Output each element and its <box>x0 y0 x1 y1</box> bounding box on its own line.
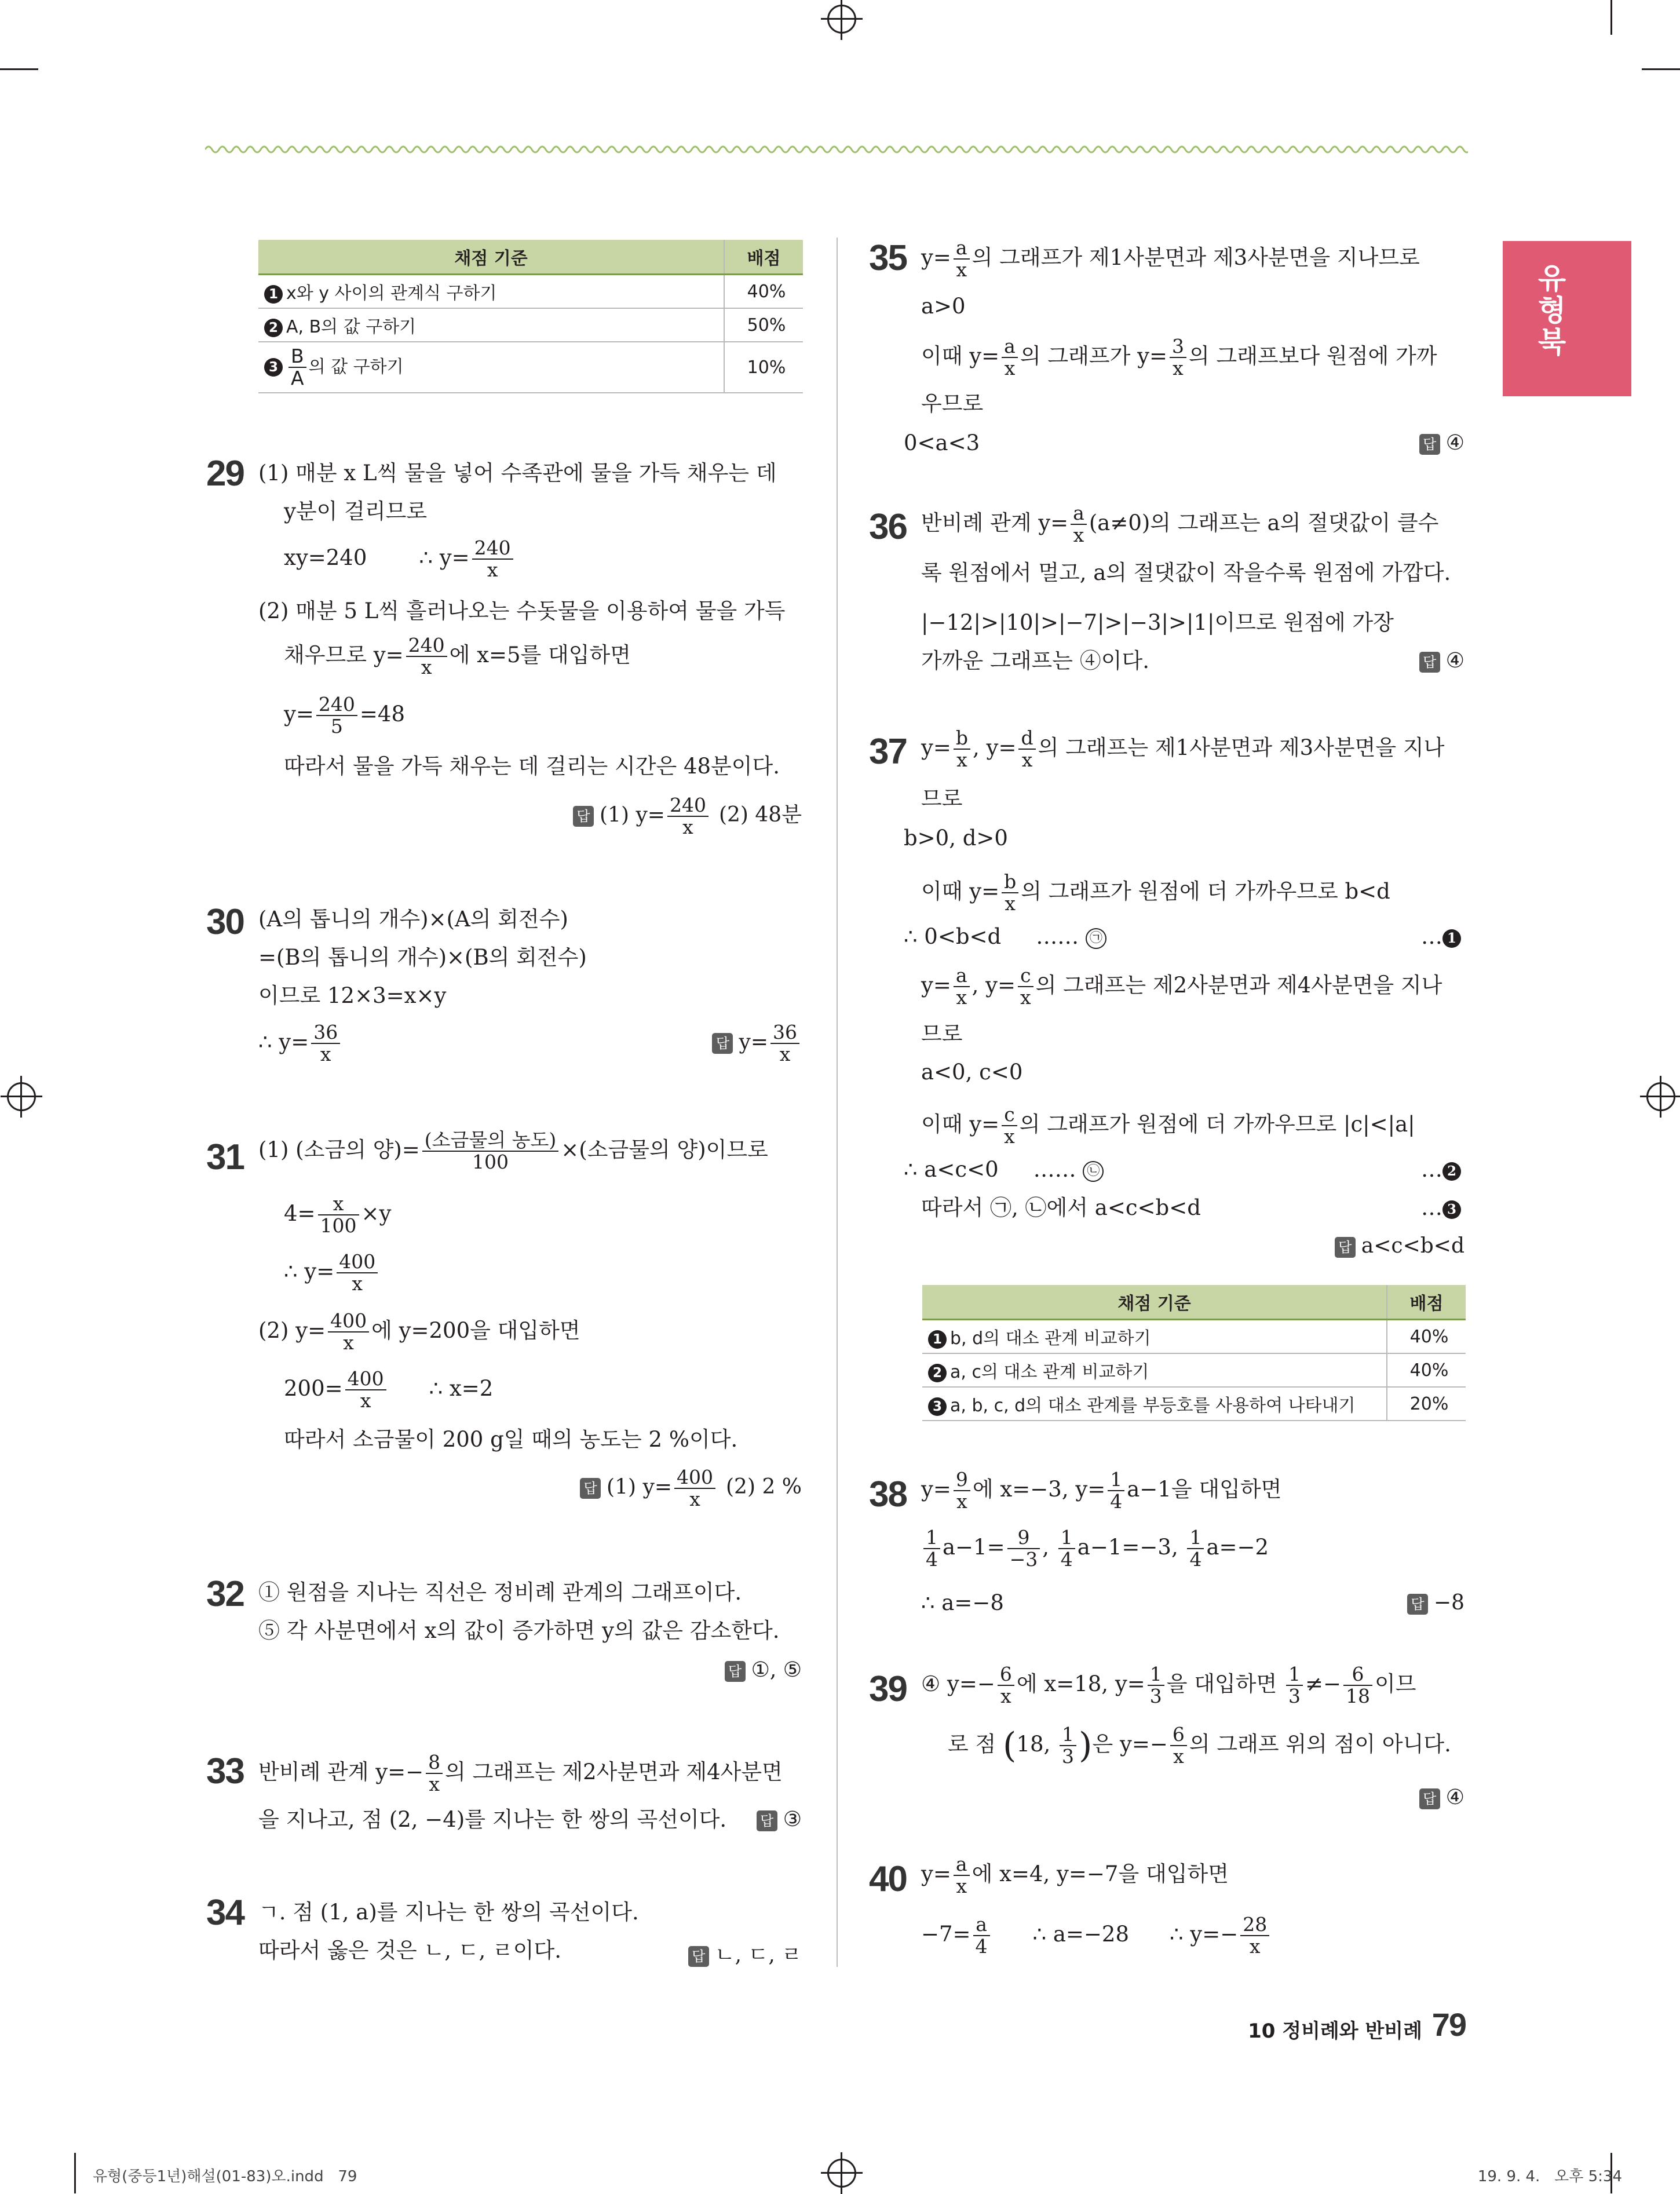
p37-line: 이때 y= $\frac{b}{x}$ 의 그래프가 원점에 더 가까우므로 b<d <box>921 870 1390 915</box>
step-marker: … 1 <box>1421 925 1464 950</box>
problem-number: 39 <box>869 1669 907 1709</box>
p37-line: ∴ a<c<0 …… ㉡ <box>904 1158 1104 1182</box>
p34-line: ㄱ. 점 (1, a)를 지나는 한 쌍의 곡선이다. <box>258 1900 639 1925</box>
table-header: 배점 <box>1387 1285 1466 1320</box>
answer: 답 ④ <box>1419 431 1464 455</box>
problem-number: 30 <box>206 902 244 942</box>
column-divider <box>837 238 838 1967</box>
problem-number: 38 <box>869 1474 907 1514</box>
scoring-table-28 <box>258 240 803 393</box>
p30-line: =(B의 톱니의 개수)×(B의 회전수) <box>258 945 587 970</box>
p31-line: (2) y= $\frac{400}{x}$ 에 y=200을 대입하면 <box>258 1309 580 1355</box>
table-row: 3 a, b, c, d의 대소 관계를 부등호를 사용하여 나타내기 20% <box>922 1387 1466 1421</box>
problem-number: 29 <box>206 454 244 494</box>
problem-number: 33 <box>206 1751 244 1791</box>
registration-mark-icon <box>7 1082 36 1111</box>
answer: 답 (1) y= $\frac{400}{x}$ (2) 2 % <box>580 1467 802 1510</box>
problem-number: 36 <box>869 507 907 547</box>
table-header: 채점 기준 <box>258 240 724 275</box>
p40-line: y= $\frac{a}{x}$ 에 x=4, y=−7을 대입하면 <box>921 1853 1229 1898</box>
answer: 답 −8 <box>1407 1591 1464 1615</box>
p29-line: y분이 걸리므로 <box>284 499 428 524</box>
p29-line: xy=240 ∴ y= $\frac{240}{x}$ <box>284 538 516 581</box>
p33-line: 반비례 관계 y=− $\frac{8}{x}$ 의 그래프는 제2사분면과 제4사분면 <box>258 1751 783 1796</box>
problem-number: 31 <box>206 1137 244 1177</box>
registration-mark-icon <box>827 2159 856 2188</box>
crop-mark <box>1642 68 1680 70</box>
answer: 답 ①, ⑤ <box>725 1658 802 1682</box>
wave-divider <box>205 143 1468 156</box>
answer: 답 ④ <box>1419 649 1464 673</box>
crop-mark <box>0 68 38 70</box>
p37-line: 이때 y= $\frac{c}{x}$ 의 그래프가 원점에 더 가까우므로 |c|<|a| <box>921 1103 1415 1148</box>
answer: 답 ④ <box>1419 1786 1464 1809</box>
p32-line: ① 원점을 지나는 직선은 정비례 관계의 그래프이다. <box>258 1580 742 1605</box>
problem-number: 37 <box>869 732 907 772</box>
p39-line: 로 점 (18, $\frac{1}{3}$ )은 y=− $\frac{6}{x}$ 의 그래프 위의 점이 아니다. <box>948 1723 1451 1768</box>
crop-mark <box>74 2153 76 2193</box>
p31-line: ∴ y= $\frac{400}{x}$ <box>284 1251 380 1295</box>
p29-line: 채우므로 y= $\frac{240}{x}$ 에 x=5를 대입하면 <box>284 634 631 679</box>
step-marker: … 2 <box>1421 1158 1464 1182</box>
p31-line: 200= $\frac{400}{x}$ ∴ x=2 <box>284 1367 494 1412</box>
p37-line: a<0, c<0 <box>921 1060 1023 1085</box>
answer: 답 a<c<b<d <box>1335 1234 1464 1258</box>
p29-line: y= $\frac{240}{5}$ =48 <box>284 693 405 738</box>
p31-line: 따라서 소금물이 200 g일 때의 농도는 2 %이다. <box>284 1427 738 1452</box>
p31-line: (1) (소금의 양)= $\frac{\text{(소금물의 농도)}}{100}$ ×(소금물의 양)이므로 <box>258 1129 768 1174</box>
p36-line: 반비례 관계 y= $\frac{a}{x}$ (a≠0)의 그래프는 a의 절댓값이 클수 <box>921 502 1439 547</box>
p29-line: 따라서 물을 가득 채우는 데 걸리는 시간은 48분이다. <box>284 754 780 779</box>
p38-line: ∴ a=−8 <box>921 1590 1004 1615</box>
scoring-table-37 <box>922 1285 1466 1421</box>
p35-line: y= $\frac{a}{x}$ 의 그래프가 제1사분면과 제3사분면을 지나므로 <box>921 236 1420 282</box>
p37-line: y= $\frac{a}{x}$ , y= $\frac{c}{x}$ 의 그래프는 제2사분면과 제4사분면을 지나 <box>921 964 1442 1009</box>
p34-line: 따라서 옳은 것은 ㄴ, ㄷ, ㄹ이다. <box>258 1938 561 1963</box>
side-tab <box>1503 241 1631 396</box>
answer: 답 (1) y= $\frac{240}{x}$ (2) 48분 <box>573 795 802 838</box>
p36-line: 가까운 그래프는 ④이다. <box>921 648 1149 673</box>
timestamp: 19. 9. 4. 오후 5:34 <box>1477 2168 1622 2185</box>
p36-line: |−12|>|10|>|−7|>|−3|>|1|이므로 원점에 가장 <box>921 610 1394 635</box>
problem-number: 32 <box>206 1574 244 1614</box>
p31-line: 4= $\frac{x}{100}$ ×y <box>284 1192 392 1237</box>
problem-number: 34 <box>206 1893 244 1933</box>
p30-line: (A의 톱니의 개수)×(A의 회전수) <box>258 907 568 932</box>
p29-line: (2) 매분 5 L씩 흘러나오는 수돗물을 이용하여 물을 가득 <box>258 598 786 623</box>
p35-line: 우므로 <box>921 391 984 416</box>
registration-mark-icon <box>827 5 856 34</box>
answer: 답 y= $\frac{36}{x}$ <box>712 1022 802 1065</box>
problem-number: 40 <box>869 1859 907 1899</box>
table-row: 1 b, d의 대소 관계 비교하기 40% <box>922 1320 1466 1354</box>
table-header: 채점 기준 <box>922 1285 1387 1320</box>
side-tab-label: 유형북 <box>1537 262 1566 359</box>
table-header: 배점 <box>724 240 803 275</box>
p30-line: 이므로 12×3=x×y <box>258 983 447 1008</box>
p37-line: b>0, d>0 <box>904 826 1008 850</box>
table-row: 1 x와 y 사이의 관계식 구하기 40% <box>258 275 803 309</box>
p35-line: 이때 y= $\frac{a}{x}$ 의 그래프가 y= $\frac{3}{x}$ 의 그래프보다 원점에 가까 <box>921 335 1437 380</box>
table-row: 2 A, B의 값 구하기 50% <box>258 308 803 342</box>
p36-line: 록 원점에서 멀고, a의 절댓값이 작을수록 원점에 가깝다. <box>921 560 1451 585</box>
p40-line: −7= $\frac{a}{4}$ ∴ a=−28 ∴ y=− $\frac{28}{x}$ <box>921 1914 1272 1958</box>
p38-line: y= $\frac{9}{x}$ 에 x=−3, y= $\frac{1}{4}$ a−1을 대입하면 <box>921 1468 1282 1513</box>
p37-line: ∴ 0<b<d …… ㉠ <box>904 925 1106 950</box>
p33-line: 을 지나고, 점 (2, −4)를 지나는 한 쌍의 곡선이다. <box>258 1807 727 1832</box>
p32-line: ⑤ 각 사분면에서 x의 값이 증가하면 y의 값은 감소한다. <box>258 1618 780 1643</box>
p35-line: 0<a<3 <box>904 430 980 455</box>
p30-line: ∴ y= $\frac{36}{x}$ <box>258 1022 342 1065</box>
p37-line: 따라서 ㉠, ㉡에서 a<c<b<d <box>921 1195 1201 1220</box>
table-row: 2 a, c의 대소 관계 비교하기 40% <box>922 1353 1466 1387</box>
p39-line: ④ y=− $\frac{6}{x}$ 에 x=18, y= $\frac{1}{3}$ 을 대입하면 $\frac{1}{3}$ ≠− $\frac{6}{18}$ 이므 <box>921 1663 1416 1708</box>
answer: 답 ③ <box>757 1808 802 1831</box>
p37-line: y= $\frac{b}{x}$ , y= $\frac{d}{x}$ 의 그래프는 제1사분면과 제3사분면을 지나 <box>921 727 1445 772</box>
problem-number: 35 <box>869 238 907 278</box>
step-marker: … 3 <box>1421 1196 1464 1221</box>
chapter-title: 10 정비례와 반비례 <box>1248 2020 1422 2043</box>
p35-line: a>0 <box>921 294 966 319</box>
page-number: 79 <box>1431 2006 1466 2043</box>
p29-line: (1) 매분 x L씩 물을 넣어 수족관에 물을 가득 채우는 데 <box>258 461 777 485</box>
registration-mark-icon <box>1646 1082 1675 1111</box>
p37-line: 므로 <box>921 786 963 811</box>
crop-mark <box>1610 0 1612 35</box>
answer: 답 ㄴ, ㄷ, ㄹ <box>688 1939 802 1968</box>
p38-line: $\frac{1}{4}$ a−1= $\frac{9}{-3}$ , $\frac{1}{4}$ a−1=−3, $\frac{1}{4}$ a=−2 <box>921 1527 1269 1571</box>
p37-line: 므로 <box>921 1021 963 1046</box>
file-info: 유형(중등1년)해설(01-83)오.indd 79 <box>93 2168 357 2185</box>
table-row: 3 $\frac{B}{A}$ 의 값 구하기 10% <box>258 342 803 393</box>
